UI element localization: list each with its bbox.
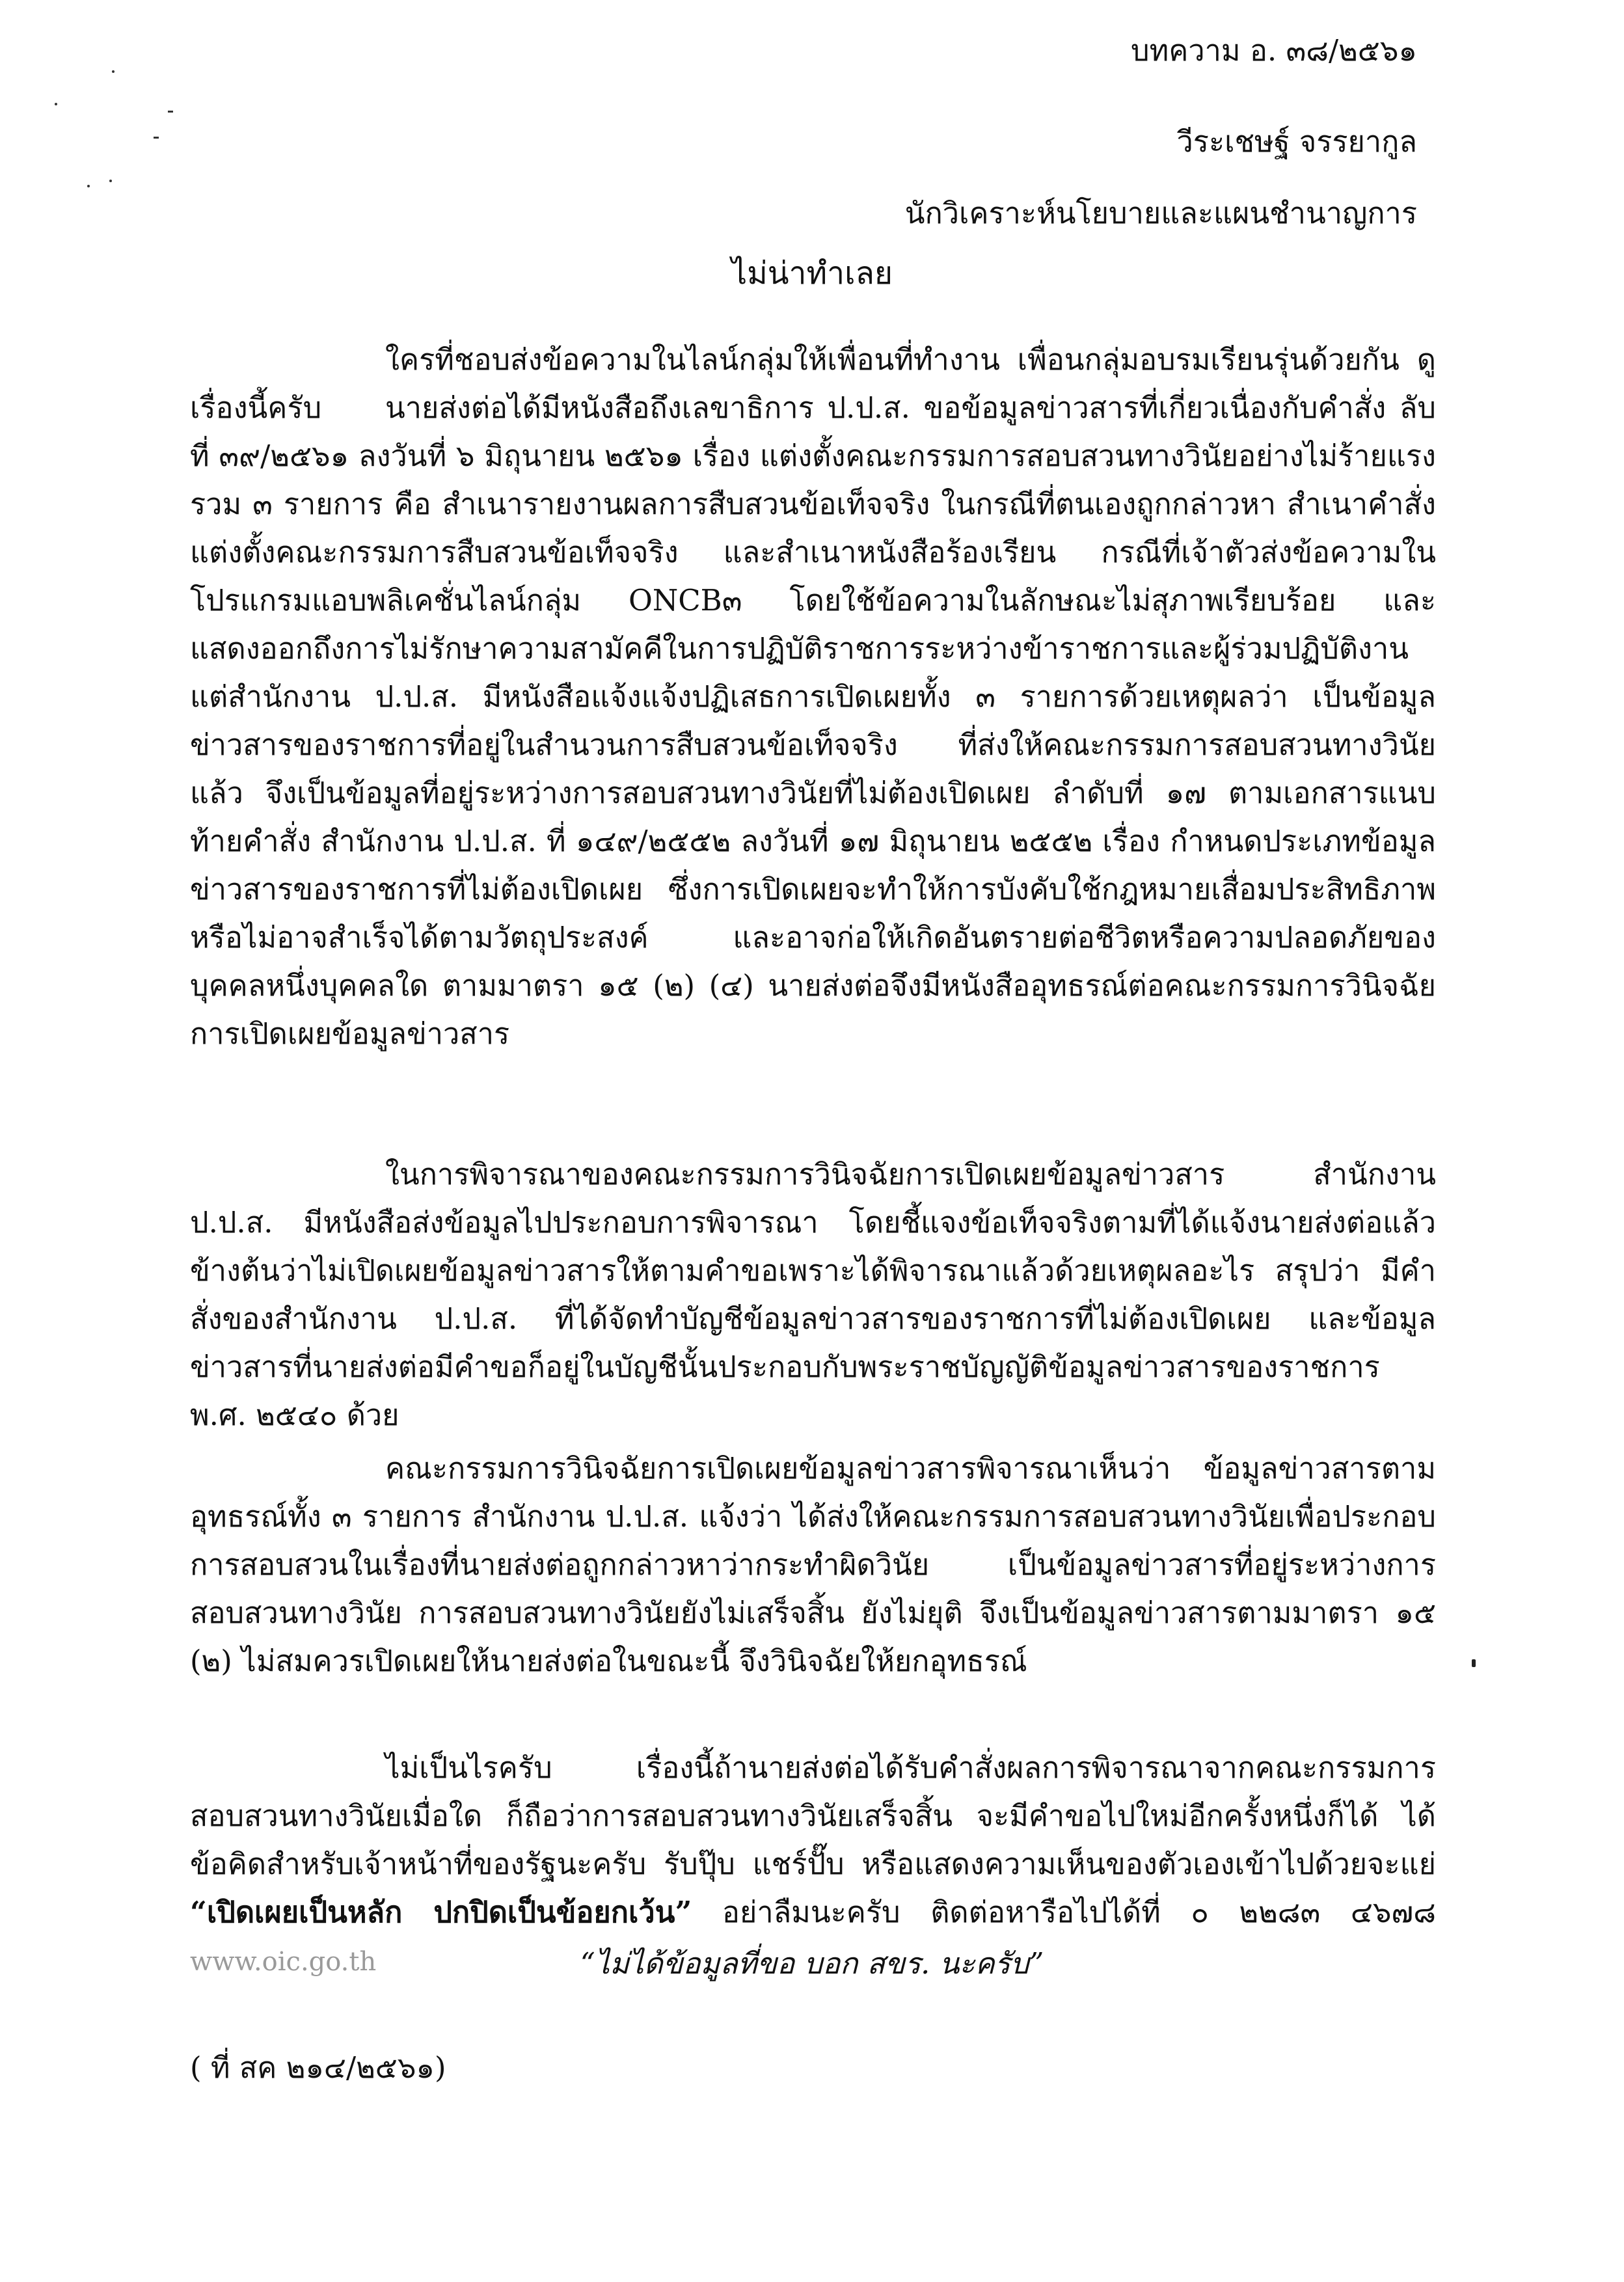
scan-speck	[55, 103, 57, 105]
paragraph-text: นายส่งต่อได้มีหนังสือถึงเลขาธิการ ป.ป.ส. ขอข้อมูลข่าวสารที่เกี่ยวเนื่องกับคำสั่ง ลับ ที่ ๓๙/๒๕๖๑ ลงวันที่ ๖ มิถุนายน ๒๕๖๑ เรื่อง แต่งตั้งคณะกรรมการสอบสวนทางวินัยอย่างไม่ร้ายแรง รวม ๓ รายการ คือ สำเนารายงานผลการสืบสวนข้อเท็จจริง ในกรณีที่ตนเองถูกกล่าวหา สำเนาคำสั่งแต่งตั้งคณะกรรมการสืบสวนข้อเท็จจริง และสำเนาหนังสือร้องเรียน กรณีที่เจ้าตัวส่งข้อความในโปรแกรมแอบพลิเคชั่นไลน์กลุ่ม ONCB๓ โดยใช้ข้อความในลักษณะไม่สุภาพเรียบร้อย และแสดงออกถึงการไม่รักษาความสามัคคีในการปฏิบัติราชการระหว่างข้าราชการและผู้ร่วมปฏิบัติงาน แต่สำนักงาน ป.ป.ส. มีหนังสือแจ้งแจ้งปฏิเสธการเปิดเผยทั้ง ๓ รายการด้วยเหตุผลว่า เป็นข้อมูลข่าวสารของราชการที่อยู่ในสำนวนการสืบสวนข้อเท็จจริง ที่ส่งให้คณะกรรมการสอบสวนทางวินัยแล้ว จึงเป็นข้อมูลที่อยู่ระหว่างการสอบสวนทางวินัยที่ไม่ต้องเปิดเผย ลำดับที่ ๑๗ ตามเอกสารแนบท้ายคำสั่ง สำนักงาน ป.ป.ส. ที่ ๑๔๙/๒๕๕๒ ลงวันที่ ๑๗ มิถุนายน ๒๕๕๒ เรื่อง กำหนดประเภทข้อมูลข่าวสารของราชการที่ไม่ต้องเปิดเผย ซึ่งการเปิดเผยจะทำให้การบังคับใช้กฎหมายเสื่อมประสิทธิภาพหรือไม่อาจสำเร็จได้ตามวัตถุประสงค์ และอาจก่อให้เกิดอันตรายต่อชีวิตหรือความปลอดภัยของบุคคลหนึ่งบุคคลใด ตามมาตรา ๑๕ (๒) (๔) นายส่งต่อจึงมีหนังสืออุทธรณ์ต่อคณะกรรมการวินิจฉัยการเปิดเผยข้อมูลข่าวสาร	[190, 390, 1436, 1051]
scan-speck	[109, 180, 112, 182]
paragraph-text: ใครที่ชอบส่งข้อความในไลน์กลุ่มให้เพื่อนที่ทำงาน เพื่อนกลุ่มอบรมเรียนรุ่นด้วยกัน ดูเรื่องนี้ครับ	[190, 342, 1436, 425]
paragraph-decision	[190, 1445, 1436, 1685]
paragraph-consideration	[190, 1150, 1436, 1439]
website-link[interactable]: www.oic.go.th	[190, 1947, 377, 1977]
margin-mark	[1472, 1659, 1476, 1667]
closing-quote: “ไม่ได้ข้อมูลที่ขอ บอก สขร. นะครับ”	[580, 1946, 1044, 1981]
scan-speck	[112, 70, 115, 73]
scan-speck	[154, 137, 159, 139]
author-position: นักวิเคราะห์นโยบายและแผนชำนาญการ	[904, 196, 1417, 230]
paragraph-text: อย่าลืมนะครับ ติดต่อหารือไปได้ที่ ๐ ๒๒๘๓ ๔๖๗๘	[692, 1895, 1436, 1929]
slogan: “เปิดเผยเป็นหลัก ปกปิดเป็นข้อยกเว้น”	[190, 1895, 692, 1929]
paragraph-text: ในการพิจารณาของคณะกรรมการวินิจฉัยการเปิดเผยข้อมูลข่าวสาร สำนักงาน ป.ป.ส. มีหนังสือส่งข้อมูลไปประกอบการพิจารณา โดยชี้แจงข้อเท็จจริงตามที่ได้แจ้งนายส่งต่อแล้วข้างต้นว่าไม่เปิดเผยข้อมูลข่าวสารให้ตามคำขอเพราะได้พิจารณาแล้วด้วยเหตุผลอะไร สรุปว่า มีคำสั่งของสำนักงาน ป.ป.ส. ที่ได้จัดทำบัญชีข้อมูลข่าวสารของราชการที่ไม่ต้องเปิดเผย และข้อมูลข่าวสารที่นายส่งต่อมีคำขอก็อยู่ในบัญชีนั้นประกอบกับพระราชบัญญัติข้อมูลข่าวสารของราชการ พ.ศ. ๒๕๔๐ ด้วย	[190, 1157, 1436, 1432]
paragraph-text: ไม่เป็นไรครับ เรื่องนี้ถ้านายส่งต่อได้รับคำสั่งผลการพิจารณาจากคณะกรรมการสอบสวนทางวินัยเมื่อใด ก็ถือว่าการสอบสวนทางวินัยเสร็จสิ้น จะมีคำขอไปใหม่อีกครั้งหนึ่งก็ได้ ได้ข้อคิดสำหรับเจ้าหน้าที่ของรัฐนะครับ รับปุ๊บ แชร์ปั๊บ หรือแสดงความเห็นของตัวเองเข้าไปด้วยจะแย่	[190, 1750, 1436, 1881]
scan-speck	[168, 111, 173, 113]
paragraph-case	[190, 384, 1436, 1058]
author-name: วีระเชษฐ์ จรรยากูล	[1176, 124, 1417, 159]
page-title: ไม่น่าทำเลย	[731, 255, 893, 292]
scan-speck	[87, 185, 90, 187]
document-number: บทความ อ. ๓๘/๒๕๖๑	[1131, 33, 1417, 68]
reference-number: ( ที่ สค ๒๑๔/๒๕๖๑)	[190, 2050, 446, 2085]
paragraph-text: คณะกรรมการวินิจฉัยการเปิดเผยข้อมูลข่าวสารพิจารณาเห็นว่า ข้อมูลข่าวสารตามอุทธรณ์ทั้ง ๓ รายการ สำนักงาน ป.ป.ส. แจ้งว่า ได้ส่งให้คณะกรรมการสอบสวนทางวินัยเพื่อประกอบการสอบสวนในเรื่องที่นายส่งต่อถูกกล่าวหาว่ากระทำผิดวินัย เป็นข้อมูลข่าวสารที่อยู่ระหว่างการสอบสวนทางวินัย การสอบสวนทางวินัยยังไม่เสร็จสิ้น ยังไม่ยุติ จึงเป็นข้อมูลข่าวสารตามมาตรา ๑๕ (๒) ไม่สมควรเปิดเผยให้นายส่งต่อในขณะนี้ จึงวินิจฉัยให้ยกอุทธรณ์	[190, 1451, 1436, 1678]
